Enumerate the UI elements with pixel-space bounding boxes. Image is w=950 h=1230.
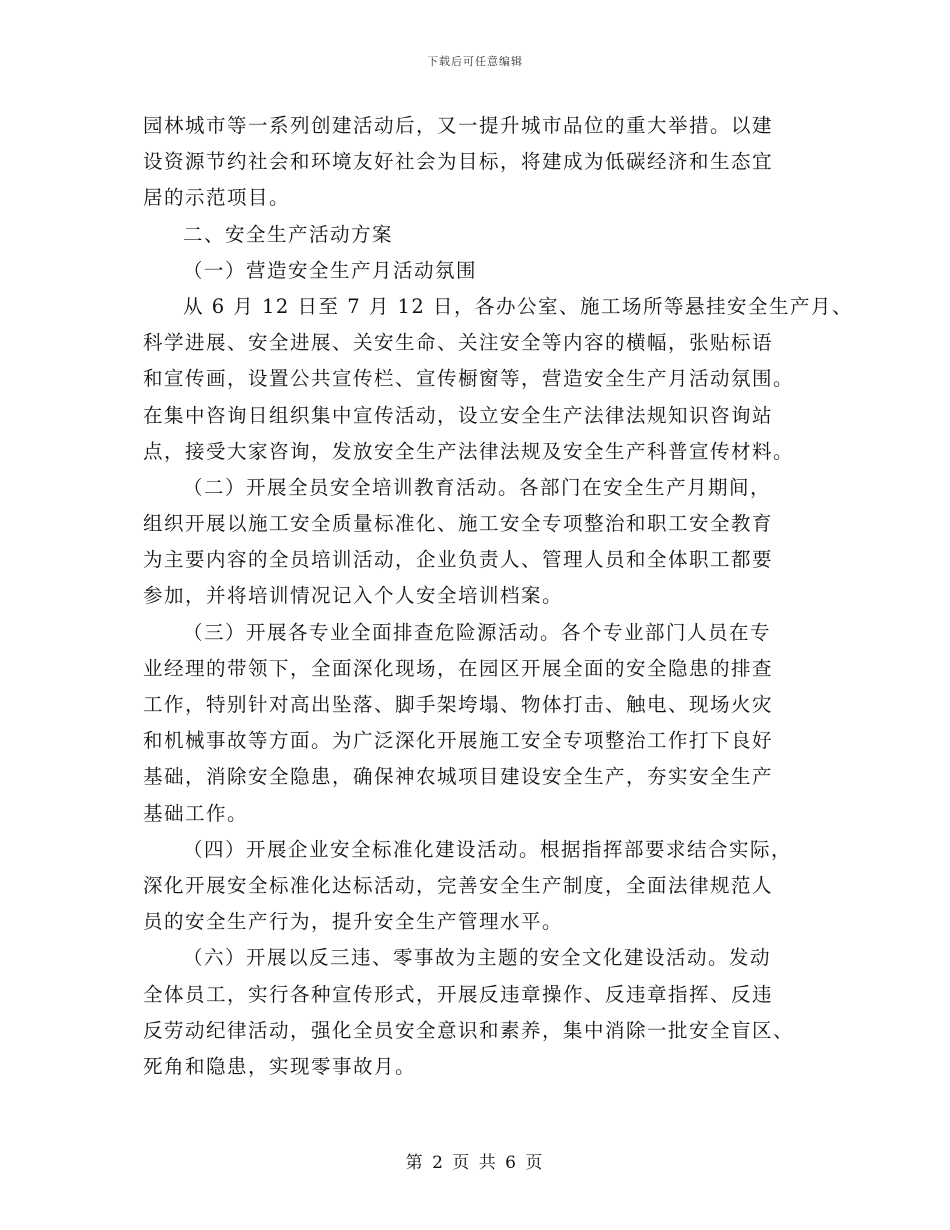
page-header: 下载后可任意编辑 xyxy=(427,55,523,68)
text-line: 从 6 月 12 日至 7 月 12 日，各办公室、施工场所等悬挂安全生产月、 xyxy=(183,294,854,318)
text-line: （二）开展全员安全培训教育活动。各部门在安全生产月期间， xyxy=(183,475,772,499)
text-line: 点，接受大家咨询，发放安全生产法律法规及安全生产科普宣传材料。 xyxy=(143,439,795,463)
text-line: （四）开展企业安全标准化建设活动。根据指挥部要求结合实际， xyxy=(183,837,793,861)
text-line: 居的示范项目。 xyxy=(143,186,291,210)
text-line: （六）开展以反三违、零事故为主题的安全文化建设活动。发动 xyxy=(183,946,772,970)
text-line: 基础工作。 xyxy=(143,801,249,825)
text-line: 参加，并将培训情况记入个人安全培训档案。 xyxy=(143,584,564,608)
text-line: 为主要内容的全员培训活动，企业负责人、管理人员和全体职工都要 xyxy=(143,548,774,572)
text-line: 员的安全生产行为，提升安全生产管理水平。 xyxy=(143,910,564,934)
text-line: 组织开展以施工安全质量标准化、施工安全专项整治和职工安全教育 xyxy=(143,512,774,536)
text-line: 全体员工，实行各种宣传形式，开展反违章操作、反违章指挥、反违 xyxy=(143,982,774,1006)
text-line: （三）开展各专业全面排查危险源活动。各个专业部门人员在专 xyxy=(183,620,772,644)
text-line: 在集中咨询日组织集中宣传活动，设立安全生产法律法规知识咨询站 xyxy=(143,403,774,427)
text-line: 和宣传画，设置公共宣传栏、宣传橱窗等，营造安全生产月活动氛围。 xyxy=(143,367,795,391)
text-line: 死角和隐患，实现零事故月。 xyxy=(143,1054,417,1078)
text-line: 业经理的带领下，全面深化现场，在园区开展全面的安全隐患的排查 xyxy=(143,656,774,680)
text-line: 深化开展安全标准化达标活动，完善安全生产制度，全面法律规范人 xyxy=(143,873,774,897)
text-line: （一）营造安全生产月活动氛围 xyxy=(183,258,478,282)
text-line: 反劳动纪律活动，强化全员安全意识和素养，集中消除一批安全盲区、 xyxy=(143,1018,795,1042)
page-footer: 第 2 页 共 6 页 xyxy=(405,1153,545,1173)
text-line: 二、安全生产活动方案 xyxy=(183,222,394,246)
text-line: 园林城市等一系列创建活动后，又一提升城市品位的重大举措。以建 xyxy=(143,114,774,137)
text-line: 设资源节约社会和环境友好社会为目标，将建成为低碳经济和生态宜 xyxy=(143,150,774,174)
text-line: 工作，特别针对高出坠落、脚手架垮塌、物体打击、触电、现场火灾 xyxy=(143,693,774,716)
text-line: 基础，消除安全隐患，确保神农城项目建设安全生产，夯实安全生产 xyxy=(143,765,774,789)
text-line: 和机械事故等方面。为广泛深化开展施工安全专项整治工作打下良好 xyxy=(143,729,774,753)
document-body xyxy=(143,108,854,1085)
text-line: 科学进展、安全进展、关安生命、关注安全等内容的横幅，张贴标语 xyxy=(143,331,774,355)
